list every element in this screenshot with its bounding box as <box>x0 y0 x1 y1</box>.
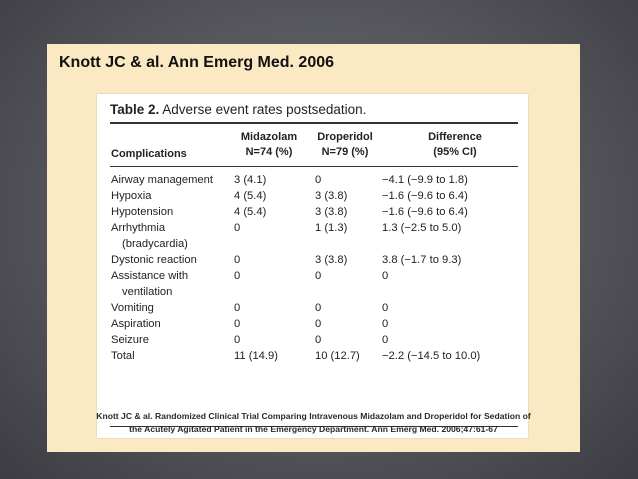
row-midazolam: 0 <box>234 270 241 282</box>
row-droperidol: 3 (3.8) <box>315 190 348 202</box>
row-name: Hypoxia <box>111 190 152 202</box>
row-droperidol: 0 <box>315 334 322 346</box>
header-droperidol-name: Droperidol <box>317 131 373 143</box>
row-name: Assistance with <box>111 270 189 282</box>
row-midazolam: 0 <box>234 318 241 330</box>
row-midazolam: 4 (5.4) <box>234 206 267 218</box>
row-difference: −1.6 (−9.6 to 6.4) <box>382 206 468 218</box>
table-row <box>110 268 518 284</box>
table-row <box>110 204 518 220</box>
reference-footnote <box>47 410 580 436</box>
table-row <box>110 220 518 236</box>
table-caption: Adverse event rates postsedation. <box>162 102 367 117</box>
header-difference <box>393 130 517 160</box>
table-row-continuation <box>110 284 518 300</box>
header-complications: Complications <box>111 148 187 160</box>
row-name-continued: ventilation <box>122 286 173 298</box>
header-difference-ci: (95% CI) <box>433 146 477 158</box>
row-name: Aspiration <box>111 318 161 330</box>
row-name: Total <box>111 350 135 362</box>
slide-panel <box>47 44 580 452</box>
row-difference: 3.8 (−1.7 to 9.3) <box>382 254 462 266</box>
row-droperidol: 3 (3.8) <box>315 254 348 266</box>
row-name: Vomiting <box>111 302 154 314</box>
header-midazolam <box>229 130 309 160</box>
row-droperidol: 1 (1.3) <box>315 222 348 234</box>
row-midazolam: 0 <box>234 302 241 314</box>
row-midazolam: 3 (4.1) <box>234 174 267 186</box>
header-midazolam-name: Midazolam <box>240 131 298 143</box>
table-row <box>110 188 518 204</box>
row-name: Arrhythmia <box>111 222 166 234</box>
table-row <box>110 172 518 188</box>
row-name: Hypotension <box>111 206 174 218</box>
header-midazolam-n: N=74 (%) <box>245 146 293 158</box>
table-row <box>110 300 518 316</box>
header-droperidol <box>307 130 383 160</box>
row-midazolam: 0 <box>234 222 241 234</box>
row-difference: −1.6 (−9.6 to 6.4) <box>382 190 468 202</box>
table-label: Table 2. <box>110 102 160 117</box>
table-row-continuation <box>110 236 518 252</box>
row-difference: 0 <box>382 270 389 282</box>
row-droperidol: 0 <box>315 318 322 330</box>
row-difference: 1.3 (−2.5 to 5.0) <box>382 222 462 234</box>
row-midazolam: 4 (5.4) <box>234 190 267 202</box>
row-name-continued: (bradycardia) <box>122 238 188 250</box>
row-droperidol: 0 <box>315 174 322 186</box>
table-row <box>110 348 518 364</box>
row-droperidol: 3 (3.8) <box>315 206 348 218</box>
adverse-events-table <box>97 94 528 438</box>
header-difference-name: Difference <box>428 131 482 143</box>
row-difference: 0 <box>382 318 389 330</box>
footnote-line-2: the Acutely Agitated Patient in the Emergency Department. Ann Emerg Med. 2006;47:61-67 <box>129 424 498 434</box>
header-rule <box>110 166 518 167</box>
citation-title: Knott JC & al. Ann Emerg Med. 2006 <box>59 54 335 71</box>
row-difference: −4.1 (−9.9 to 1.8) <box>382 174 468 186</box>
row-difference: 0 <box>382 334 389 346</box>
top-rule <box>110 122 518 124</box>
row-droperidol: 0 <box>315 270 322 282</box>
header-droperidol-n: N=79 (%) <box>321 146 369 158</box>
footnote-line-1: Knott JC & al. Randomized Clinical Trial Comparing Intravenous Midazolam and Droperidol for Sedation of <box>96 411 531 421</box>
row-name: Airway management <box>111 174 213 186</box>
table-row <box>110 252 518 268</box>
row-name: Seizure <box>111 334 149 346</box>
table-row <box>110 316 518 332</box>
table-title <box>110 102 366 117</box>
row-midazolam: 0 <box>234 334 241 346</box>
row-droperidol: 0 <box>315 302 322 314</box>
row-difference: −2.2 (−14.5 to 10.0) <box>382 350 481 362</box>
row-difference: 0 <box>382 302 389 314</box>
table-row <box>110 332 518 348</box>
row-midazolam: 11 (14.9) <box>234 350 278 362</box>
row-midazolam: 0 <box>234 254 241 266</box>
row-name: Dystonic reaction <box>111 254 197 266</box>
row-droperidol: 10 (12.7) <box>315 350 360 362</box>
